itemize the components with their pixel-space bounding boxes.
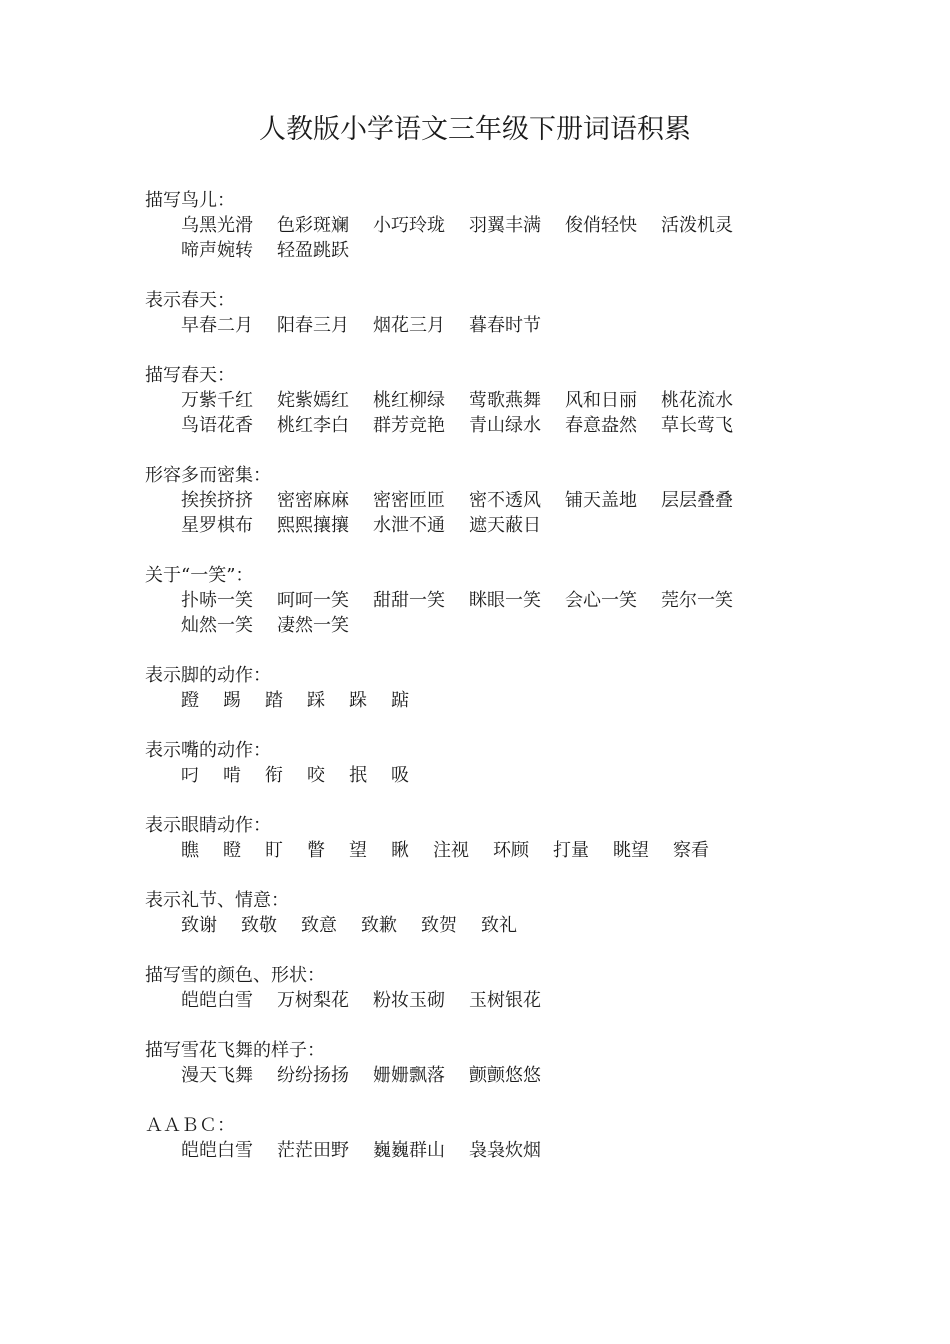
term: 铺天盖地 xyxy=(565,490,637,511)
term: 察看 xyxy=(673,840,709,861)
term: 熙熙攘攘 xyxy=(277,515,349,536)
section-heading: 关于“一笑”： xyxy=(145,565,254,586)
term: 皑皑白雪 xyxy=(181,1140,253,1161)
term: 挨挨挤挤 xyxy=(181,490,253,511)
term: 万紫千红 xyxy=(181,390,253,411)
term: 瞧 xyxy=(181,840,199,861)
section-heading: ＡＡＢＣ： xyxy=(145,1115,235,1136)
term: 咬 xyxy=(307,765,325,786)
term: 皑皑白雪 xyxy=(181,990,253,1011)
vocab-section xyxy=(145,663,865,713)
term-list xyxy=(145,488,781,538)
term: 踮 xyxy=(391,690,409,711)
term: 踏 xyxy=(265,690,283,711)
term: 巍巍群山 xyxy=(373,1140,445,1161)
term: 密不透风 xyxy=(469,490,541,511)
term: 衔 xyxy=(265,765,283,786)
term-list xyxy=(145,1138,781,1163)
term: 活泼机灵 xyxy=(661,215,733,236)
term: 蹬 xyxy=(181,690,199,711)
term: 跺 xyxy=(349,690,367,711)
term: 层层叠叠 xyxy=(661,490,733,511)
term: 瞪 xyxy=(223,840,241,861)
term: 密密匝匝 xyxy=(373,490,445,511)
term: 致敬 xyxy=(241,915,277,936)
term: 注视 xyxy=(433,840,469,861)
term: 会心一笑 xyxy=(565,590,637,611)
section-heading: 描写春天： xyxy=(145,365,235,386)
term: 袅袅炊烟 xyxy=(469,1140,541,1161)
term: 密密麻麻 xyxy=(277,490,349,511)
term: 阳春三月 xyxy=(277,315,349,336)
term: 眯眼一笑 xyxy=(469,590,541,611)
term-list xyxy=(145,213,781,263)
vocab-section xyxy=(145,888,865,938)
term: 望 xyxy=(349,840,367,861)
term-list xyxy=(145,1063,781,1088)
term: 色彩斑斓 xyxy=(277,215,349,236)
section-heading: 表示眼睛动作： xyxy=(145,815,271,836)
term: 踩 xyxy=(307,690,325,711)
term: 风和日丽 xyxy=(565,390,637,411)
term: 姹紫嫣红 xyxy=(277,390,349,411)
term: 水泄不通 xyxy=(373,515,445,536)
term: 瞥 xyxy=(307,840,325,861)
term: 致谢 xyxy=(181,915,217,936)
term: 扑哧一笑 xyxy=(181,590,253,611)
term: 盯 xyxy=(265,840,283,861)
term: 莞尔一笑 xyxy=(661,590,733,611)
term: 瞅 xyxy=(391,840,409,861)
term: 莺歌燕舞 xyxy=(469,390,541,411)
vocab-section xyxy=(145,1113,865,1163)
term: 啃 xyxy=(223,765,241,786)
term: 漫天飞舞 xyxy=(181,1065,253,1086)
term: 灿然一笑 xyxy=(181,615,253,636)
term: 羽翼丰满 xyxy=(469,215,541,236)
term: 青山绿水 xyxy=(469,415,541,436)
term-list xyxy=(145,838,781,863)
section-heading: 表示礼节、情意： xyxy=(145,890,289,911)
term: 小巧玲珑 xyxy=(373,215,445,236)
section-heading: 表示脚的动作： xyxy=(145,665,271,686)
term: 凄然一笑 xyxy=(277,615,349,636)
term: 春意盎然 xyxy=(565,415,637,436)
term: 草长莺飞 xyxy=(661,415,733,436)
term: 致歉 xyxy=(361,915,397,936)
vocabulary-sections xyxy=(145,188,865,1188)
term: 环顾 xyxy=(493,840,529,861)
term: 啼声婉转 xyxy=(181,240,253,261)
vocab-section xyxy=(145,738,865,788)
page-title: 人教版小学语文三年级下册词语积累 xyxy=(259,114,691,145)
term: 桃红柳绿 xyxy=(373,390,445,411)
term: 茫茫田野 xyxy=(277,1140,349,1161)
term: 粉妆玉砌 xyxy=(373,990,445,1011)
term: 烟花三月 xyxy=(373,315,445,336)
term: 致贺 xyxy=(421,915,457,936)
term: 俊俏轻快 xyxy=(565,215,637,236)
section-heading: 表示春天： xyxy=(145,290,235,311)
vocab-section xyxy=(145,1038,865,1088)
term: 叼 xyxy=(181,765,199,786)
term: 桃红李白 xyxy=(277,415,349,436)
term-list xyxy=(145,913,781,938)
section-heading: 描写鸟儿： xyxy=(145,190,235,211)
term: 乌黑光滑 xyxy=(181,215,253,236)
section-heading: 形容多而密集： xyxy=(145,465,271,486)
term-list xyxy=(145,313,781,338)
term: 桃花流水 xyxy=(661,390,733,411)
term: 纷纷扬扬 xyxy=(277,1065,349,1086)
term: 姗姗飘落 xyxy=(373,1065,445,1086)
term: 致礼 xyxy=(481,915,517,936)
term: 呵呵一笑 xyxy=(277,590,349,611)
term: 轻盈跳跃 xyxy=(277,240,349,261)
term: 眺望 xyxy=(613,840,649,861)
vocab-section xyxy=(145,188,865,263)
term: 甜甜一笑 xyxy=(373,590,445,611)
term: 打量 xyxy=(553,840,589,861)
term: 致意 xyxy=(301,915,337,936)
term: 万树梨花 xyxy=(277,990,349,1011)
term-list xyxy=(145,988,781,1013)
term: 玉树银花 xyxy=(469,990,541,1011)
term-list xyxy=(145,388,781,438)
vocab-section xyxy=(145,563,865,638)
vocab-section xyxy=(145,288,865,338)
section-heading: 描写雪花飞舞的样子： xyxy=(145,1040,325,1061)
term: 早春二月 xyxy=(181,315,253,336)
vocab-section xyxy=(145,813,865,863)
section-heading: 描写雪的颜色、形状： xyxy=(145,965,325,986)
term: 吸 xyxy=(391,765,409,786)
vocab-section xyxy=(145,463,865,538)
term: 抿 xyxy=(349,765,367,786)
vocab-section xyxy=(145,363,865,438)
term: 星罗棋布 xyxy=(181,515,253,536)
term: 遮天蔽日 xyxy=(469,515,541,536)
term: 暮春时节 xyxy=(469,315,541,336)
vocab-section xyxy=(145,963,865,1013)
term: 鸟语花香 xyxy=(181,415,253,436)
section-heading: 表示嘴的动作： xyxy=(145,740,271,761)
term: 颤颤悠悠 xyxy=(469,1065,541,1086)
term-list xyxy=(145,688,781,713)
term-list xyxy=(145,763,781,788)
term: 踢 xyxy=(223,690,241,711)
term-list xyxy=(145,588,781,638)
term: 群芳竞艳 xyxy=(373,415,445,436)
